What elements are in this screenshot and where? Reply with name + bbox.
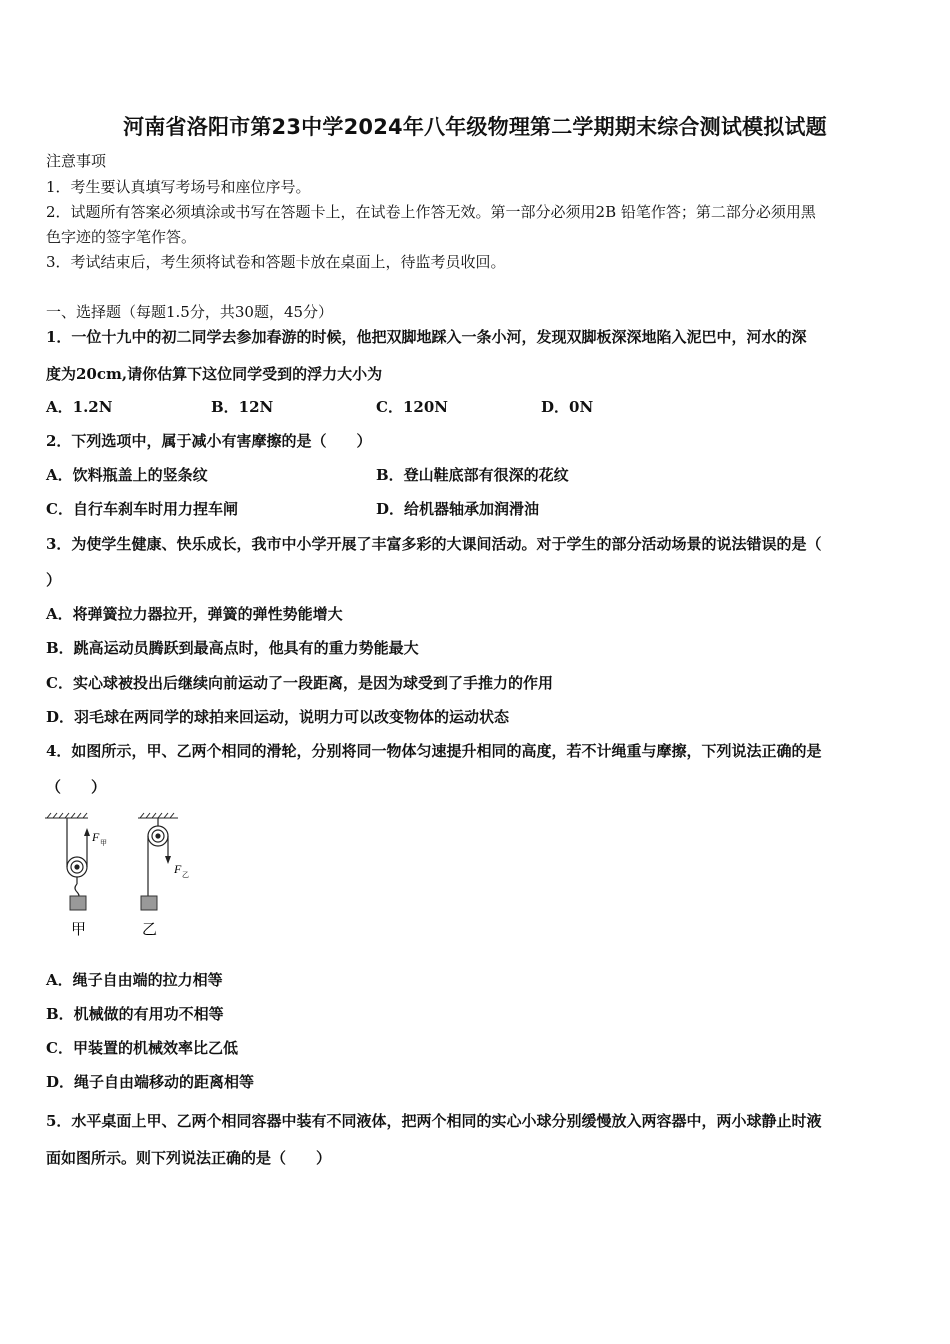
movable-pulley-jia bbox=[67, 818, 87, 904]
notice-item-2-line1: 2．试题所有答案必须填涂或书写在答题卡上，在试卷上作答无效。第一部分必须用2B 铅笔作答；第二部分必须用黑 bbox=[46, 203, 816, 221]
q1-option-d: D．0N bbox=[541, 398, 594, 416]
force-label-jia: F bbox=[92, 830, 100, 844]
section-heading: 一、选择题（每题1.5分，共30题，45分） bbox=[46, 303, 334, 321]
force-arrow-jia bbox=[84, 828, 90, 836]
q3-stem-line2: ） bbox=[46, 571, 62, 589]
q2-stem: 2．下列选项中，属于减小有害摩擦的是（ ） bbox=[46, 432, 372, 450]
q1-option-c: C．120N bbox=[376, 398, 448, 416]
force-arrow-yi bbox=[165, 856, 171, 864]
q3-stem-line1: 3．为使学生健康、快乐成长，我市中小学开展了丰富多彩的大课间活动。对于学生的部分活动场景的说法错误的是（ bbox=[46, 535, 822, 553]
q2-option-b: B．登山鞋底部有很深的花纹 bbox=[376, 466, 569, 484]
q4-option-a: A．绳子自由端的拉力相等 bbox=[46, 971, 223, 989]
q3-option-a: A．将弹簧拉力器拉开，弹簧的弹性势能增大 bbox=[46, 605, 343, 623]
notice-item-3: 3．考试结束后，考生须将试卷和答题卡放在桌面上，待监考员收回。 bbox=[46, 253, 506, 271]
q2-option-c: C．自行车刹车时用力捏车闸 bbox=[46, 500, 238, 518]
fixed-pulley-yi bbox=[148, 818, 168, 896]
notice-item-2-line2: 色字迹的签字笔作答。 bbox=[46, 228, 197, 246]
ceiling-jia bbox=[45, 813, 88, 818]
notice-heading: 注意事项 bbox=[46, 152, 107, 170]
q4-stem-line2: （ ） bbox=[46, 778, 107, 796]
q4-option-c: C．甲装置的机械效率比乙低 bbox=[46, 1039, 238, 1057]
notice-item-1: 1．考生要认真填写考场号和座位序号。 bbox=[46, 178, 311, 196]
q2-option-a: A．饮料瓶盖上的竖条纹 bbox=[46, 466, 208, 484]
force-sub-jia: 甲 bbox=[100, 839, 107, 847]
q4-option-d: D．绳子自由端移动的距离相等 bbox=[46, 1073, 255, 1091]
q1-stem-line1: 1．一位十九中的初二同学去参加春游的时候，他把双脚地踩入一条小河，发现双脚板深深地陷入泥巴中，河水的深 bbox=[46, 328, 807, 346]
q3-option-c: C．实心球被投出后继续向前运动了一段距离，是因为球受到了手推力的作用 bbox=[46, 674, 553, 692]
force-label-yi: F bbox=[174, 862, 182, 876]
weight-block-yi bbox=[141, 896, 157, 910]
q3-option-d: D．羽毛球在两同学的球拍来回运动，说明力可以改变物体的运动状态 bbox=[46, 708, 510, 726]
force-sub-yi: 乙 bbox=[182, 871, 189, 879]
q4-option-b: B．机械做的有用功不相等 bbox=[46, 1005, 224, 1023]
q1-stem-line2: 度为20cm,请你估算下这位同学受到的浮力大小为 bbox=[46, 365, 383, 383]
figure-label-jia: 甲 bbox=[71, 920, 87, 938]
ceiling-yi bbox=[138, 813, 178, 818]
q2-option-d: D．给机器轴承加润滑油 bbox=[376, 500, 540, 518]
q4-stem-line1: 4．如图所示，甲、乙两个相同的滑轮，分别将同一物体匀速提升相同的高度，若不计绳重与摩擦，下列说法正确的是 bbox=[46, 742, 822, 760]
pulley-diagram bbox=[40, 812, 220, 942]
q1-option-b: B．12N bbox=[211, 398, 274, 416]
weight-block-jia bbox=[70, 896, 86, 910]
q3-option-b: B．跳高运动员腾跃到最高点时，他具有的重力势能最大 bbox=[46, 639, 419, 657]
q5-stem-line1: 5．水平桌面上甲、乙两个相同容器中装有不同液体，把两个相同的实心小球分别缓慢放入两容器中，两小球静止时液 bbox=[46, 1112, 822, 1130]
figure-label-yi: 乙 bbox=[142, 920, 158, 938]
page-title: 河南省洛阳市第23中学2024年八年级物理第二学期期末综合测试模拟试题 bbox=[123, 115, 827, 139]
q5-stem-line2: 面如图所示。则下列说法正确的是（ ） bbox=[46, 1149, 332, 1167]
q1-option-a: A．1.2N bbox=[46, 398, 113, 416]
